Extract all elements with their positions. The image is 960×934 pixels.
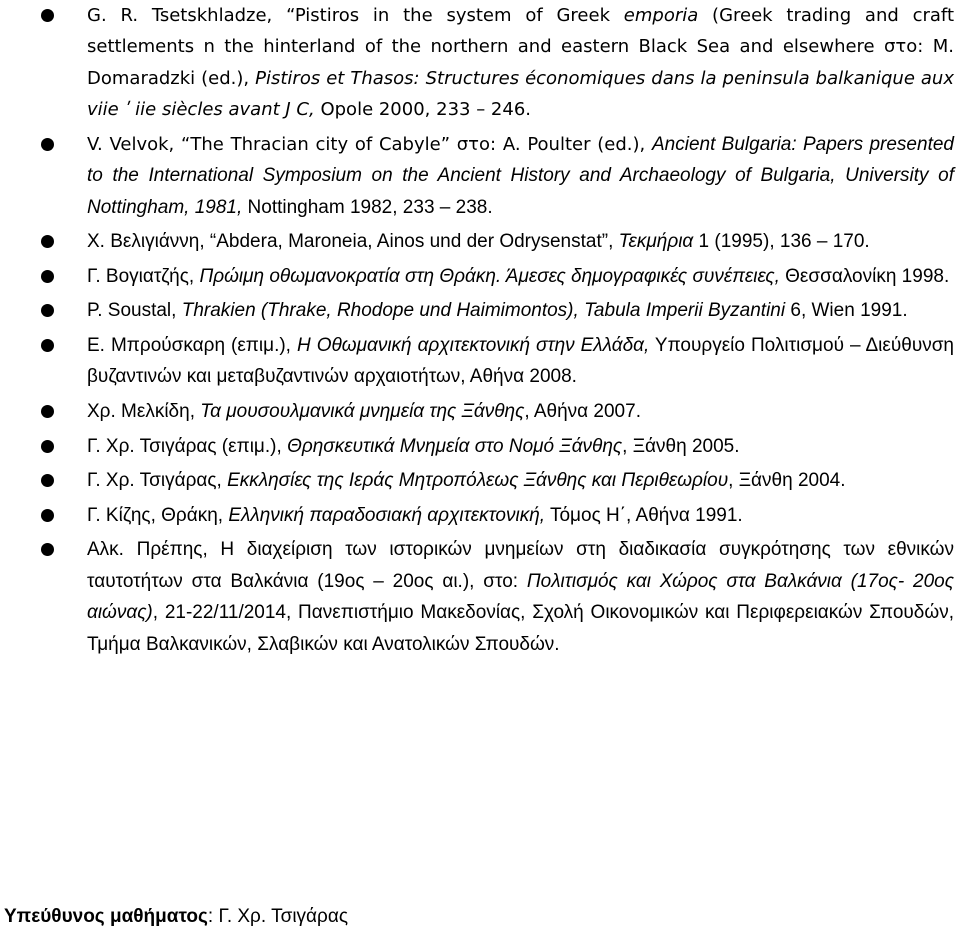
entry-text: 1 (1995), 136 – 170.	[693, 231, 870, 253]
entry-text: Υπουργείο Πολιτισμού – Διεύθυνση βυζαντινών και μεταβυζαντινών αρχαιοτήτων, Αθήνα 2008.	[87, 335, 955, 388]
entry-text: 6, Wien 1991.	[785, 300, 908, 322]
bibliography-entry	[0, 534, 960, 660]
entry-text: Αλκ. Πρέπης, Η διαχείριση των ιστορικών μνημείων στη διαδικασία συγκρότησης των εθνικών ταυτοτήτων στα Βαλκάνια (19ος – 20ος αι.), στο:	[87, 539, 954, 592]
bullet-icon	[41, 509, 54, 522]
entry-text: Nottingham 1982, 233 – 238.	[242, 196, 493, 218]
instructor-label: Υπεύθυνος μαθήματος	[4, 906, 208, 927]
bibliography-entry	[0, 465, 960, 496]
instructor-name: : Γ. Χρ. Τσιγάρας	[207, 906, 348, 927]
entry-title-text: Πρώιμη οθωμανοκρατία στη Θράκη. Άμεσες δημογραφικές συνέπειες,	[199, 265, 780, 287]
bibliography-entry	[0, 0, 960, 126]
bullet-icon	[41, 405, 54, 418]
entry-text: Opole 2000, 233 – 246.	[314, 99, 531, 121]
bibliography-entry	[0, 431, 960, 462]
entry-title-text: Πολιτισμός και Χώρος στα Βαλκάνια (17ος- 20ος αιώνας)	[87, 570, 954, 624]
entry-text: , Αθήνα 2007.	[524, 401, 641, 422]
bullet-icon	[41, 474, 54, 487]
bullet-icon	[41, 440, 54, 453]
entry-text: Ε. Μπρούσκαρη (επιμ.),	[87, 335, 297, 356]
entry-text: , Ξάνθη 2004.	[728, 470, 846, 492]
bibliography-entry	[0, 295, 960, 326]
bibliography-entry	[0, 226, 960, 257]
bullet-icon	[41, 304, 54, 317]
bullet-icon	[41, 339, 54, 352]
entry-text: Γ. Κίζης, Θράκη,	[87, 504, 229, 526]
entry-title-text: Thrakien (Thrake, Rhodope und Haimimontos), Tabula Imperii Byzantini	[181, 300, 786, 322]
entry-text: V. Velvok, “The Thracian city of Cabyle” στο: A. Poulter (ed.),	[87, 133, 652, 155]
entry-text: (Greek trading and craft settlements n the hinterland of the northern and eastern Black Sea and elsewhere στο: M. Domaradzki (ed.),	[87, 5, 954, 89]
bibliography-entry	[0, 261, 960, 292]
entry-title-text: Τα μουσουλμανικά μνημεία της Ξάνθης	[200, 401, 525, 422]
course-instructor-line	[4, 901, 348, 932]
entry-text: Θεσσαλονίκη 1998.	[779, 265, 950, 287]
entry-text: P. Soustal,	[87, 300, 182, 322]
entry-title-text: Ancient Bulgaria: Papers presented to the International Symposium on the Ancient History and Archaeology of Bulgaria, University of Nottingham, 1981,	[87, 133, 954, 218]
bullet-icon	[41, 138, 54, 151]
bibliography-entry	[0, 330, 960, 393]
entry-title-text: Pistiros et Thasos: Structures économiques dans la peninsula balkanique aux viie ʹ iie siècles avant J C,	[87, 67, 954, 121]
bibliography-entry	[0, 396, 960, 427]
bibliography-entry	[0, 129, 960, 223]
entry-title-text: emporia	[623, 5, 699, 26]
entry-title-text: Τεκμήρια	[618, 231, 694, 253]
bibliography-entry	[0, 500, 960, 531]
bullet-icon	[41, 543, 54, 556]
bullet-icon	[41, 9, 54, 22]
entry-title-text: Η Οθωμανική αρχιτεκτονική στην Ελλάδα,	[296, 335, 650, 356]
entry-text: Γ. Χρ. Τσιγάρας (επιμ.),	[87, 435, 288, 457]
entry-text: , Ξάνθη 2005.	[622, 435, 740, 457]
entry-text: Γ. Χρ. Τσιγάρας,	[87, 470, 228, 492]
bullet-icon	[41, 235, 54, 248]
entry-text: Χ. Βελιγιάννη, “Abdera, Maroneia, Ainos und der Odrysenstat”,	[87, 231, 619, 253]
entry-text: , 21-22/11/2014, Πανεπιστήμιο Μακεδονίας, Σχολή Οικονομικών και Περιφερειακών Σπουδών, Τμήμα Βαλκανικών, Σλαβικών και Ανατολικών Σπουδών.	[87, 602, 954, 655]
entry-text: Τόμος Η΄, Αθήνα 1991.	[545, 504, 743, 526]
entry-title-text: Θρησκευτικά Μνημεία στο Νομό Ξάνθης	[287, 435, 623, 457]
entry-title-text: Εκκλησίες της Ιεράς Μητροπόλεως Ξάνθης και Περιθεωρίου	[227, 470, 729, 492]
entry-text: G. R. Tsetskhladze, “Pistiros in the system of Greek	[87, 5, 624, 26]
bullet-icon	[41, 270, 54, 283]
entry-text: Γ. Βογιατζής,	[87, 265, 200, 287]
entry-title-text: Ελληνική παραδοσιακή αρχιτεκτονική,	[228, 504, 546, 526]
entry-text: Χρ. Μελκίδη,	[87, 401, 201, 422]
